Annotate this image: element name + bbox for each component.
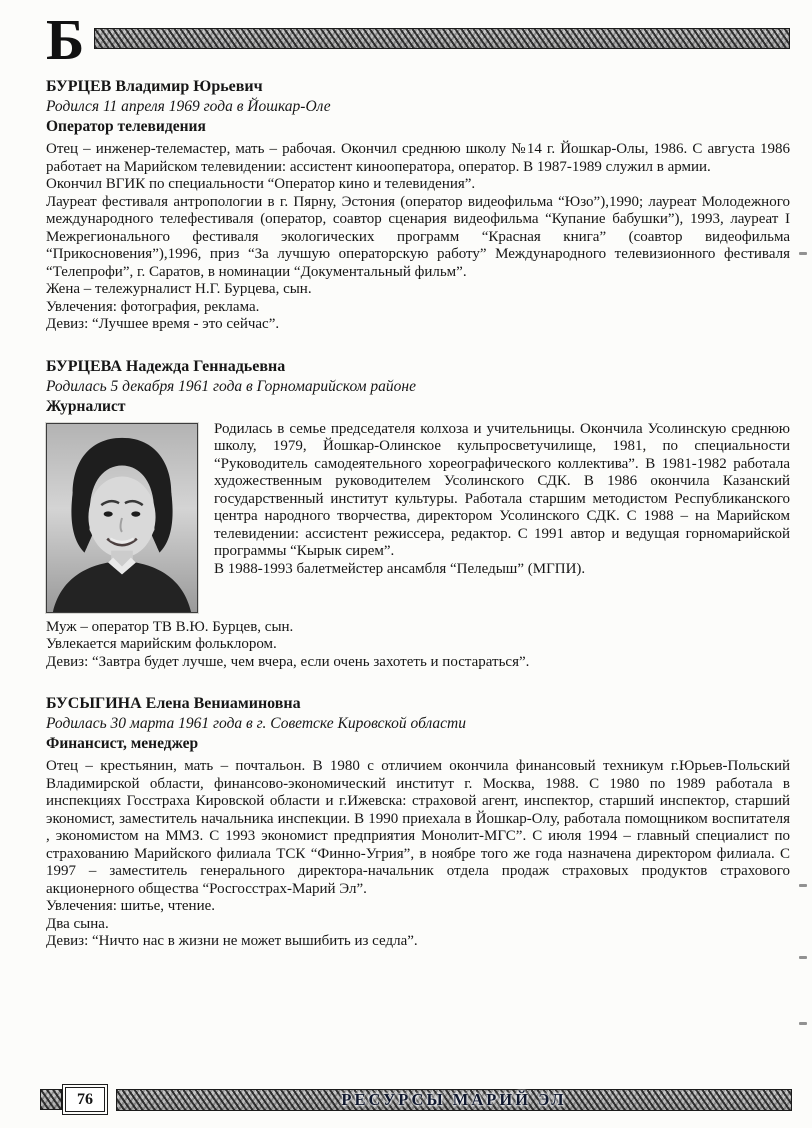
section-header — [46, 7, 790, 72]
entry-body — [46, 141, 790, 334]
bio-paragraph: Девиз: “Ничто нас в жизни не может вышибить из седла”. — [46, 933, 418, 950]
bio-paragraph: Отец – инженер-телемастер, мать – рабочая. Окончил среднюю школу №14 г. Йошкар-Олы, 1986. С августа 1986 работает на Марийском телевидении: ассистент кинооператора, оператор. В 1987-1989 служил в армии. — [46, 141, 790, 175]
entry-burtsev — [46, 78, 790, 334]
scan-artifact — [799, 884, 807, 887]
footer-hatch-stub — [40, 1089, 62, 1110]
bio-paragraph: Девиз: “Лучшее время - это сейчас”. — [46, 316, 280, 333]
bio-paragraph: Отец – крестьянин, мать – почтальон. В 1980 с отличием окончила финансовый техникум г.Юрьев-Польский Владимирской области, финансово-экономический институт г. Москва, 1988. С 1980 по 1989 работала в инспекциях Госстраха Кировской области и г.Ижевска: страховой агент, инспектор, старший инспектор, старший экономист, заместитель начальника инспекции. В 1990 приехала в Йошкар-Олу, работала помощником воспитателя , экономистом на ММЗ. С 1993 экономист предприятия Монолит-МГС”. С июля 1994 – главный специалист по страхованию Марийского филиала ТСК “Финно-Угрия”, в ноябре того же года назначена директором филиала. С 1997 – заместитель генерального директора-начальник отдела продаж страховых продуктов страхового акционерного общества “Росгосстрах-Марий Эл”. — [46, 758, 790, 897]
bio-paragraph: Родилась в семье председателя колхоза и учительницы. Окончила Усолинскую среднюю школу, 1979, Йошкар-Олинское кульпросветучилище, 1981, по специальности “Руководитель самодеятельного хореографического коллектива”. В 1981-1982 работала художественным руководителем Усолинского СДК. В 1986 окончила Казанский государственный институт культуры. Работала старшим методистом Республиканского центра народного творчества, директором Усолинского СДК. С 1988 – на Марийском телевидении: ассистент режиссера, редактор. С 1991 автор и ведущая горномарийской программы “Кырык сирем”. — [214, 420, 790, 560]
running-title: РЕСУРСЫ МАРИЙ ЭЛ — [341, 1089, 567, 1109]
bio-paragraph: Жена – тележурналист Н.Г. Бурцева, сын. — [46, 281, 312, 298]
bio-paragraph: Муж – оператор ТВ В.Ю. Бурцев, сын. — [46, 618, 294, 635]
profession-line: Финансист, менеджер — [46, 735, 199, 753]
birth-line: Родилась 30 марта 1961 года в г. Советске Кировской области — [46, 715, 466, 733]
entry-busygina — [46, 695, 790, 951]
footer-title-bar — [116, 1089, 792, 1111]
entry-name: БУРЦЕВ Владимир Юрьевич — [46, 78, 263, 96]
bio-paragraph: Лауреат фестиваля антропологии в г. Пярну, Эстония (оператор видеофильма “Юзо”),1990; лауреат Молодежного международного телефестиваля (оператор, соавтор сценария видеофильма “Купание бабушки”), 1993, лауреат I Межрегионального фестиваля экологических программ “Красная книга” (соавтор видеофильма “Прикосновения”),1996, приз “За лучшую операторскую работу” Международного телевизионного фестиваля “Телепрофи”, г. Саратов, в номинации “Документальный фильм”. — [46, 193, 790, 280]
birth-line: Родился 11 апреля 1969 года в Йошкар-Оле — [46, 98, 331, 116]
section-letter: Б — [46, 7, 86, 72]
birth-line: Родилась 5 декабря 1961 года в Горномарийском районе — [46, 377, 416, 395]
bio-paragraph: Увлечения: фотография, реклама. — [46, 298, 260, 315]
page-number: 76 — [77, 1091, 93, 1108]
profession-line: Журналист — [46, 397, 126, 415]
entry-name: БУСЫГИНА Елена Вениаминовна — [46, 695, 301, 713]
portrait-illustration — [47, 424, 197, 612]
bio-paragraph: Два сына. — [46, 915, 109, 932]
portrait-photo — [46, 423, 198, 613]
bio-paragraph: В 1988-1993 балетмейстер ансамбля “Пеледыш” (МГПИ). — [214, 560, 586, 577]
bio-paragraph: Девиз: “Завтра будет лучше, чем вчера, если очень захотеть и постараться”. — [46, 653, 530, 670]
entry-body — [46, 758, 790, 951]
profession-line: Оператор телевидения — [46, 118, 206, 136]
entry-body — [46, 421, 790, 672]
entry-name: БУРЦЕВА Надежда Геннадьевна — [46, 357, 286, 375]
bio-paragraph: Окончил ВГИК по специальности “Оператор кино и телевидения”. — [46, 176, 476, 193]
scan-artifact — [799, 252, 807, 255]
bio-paragraph: Увлекается марийским фольклором. — [46, 636, 277, 653]
page-footer — [40, 1087, 792, 1112]
section-divider-bar — [94, 28, 790, 49]
entry-burtseva — [46, 358, 790, 672]
bio-paragraph: Увлечения: шитье, чтение. — [46, 898, 216, 915]
scan-artifact — [799, 1022, 807, 1025]
scan-artifact — [799, 956, 807, 959]
page-number-box — [65, 1087, 105, 1112]
